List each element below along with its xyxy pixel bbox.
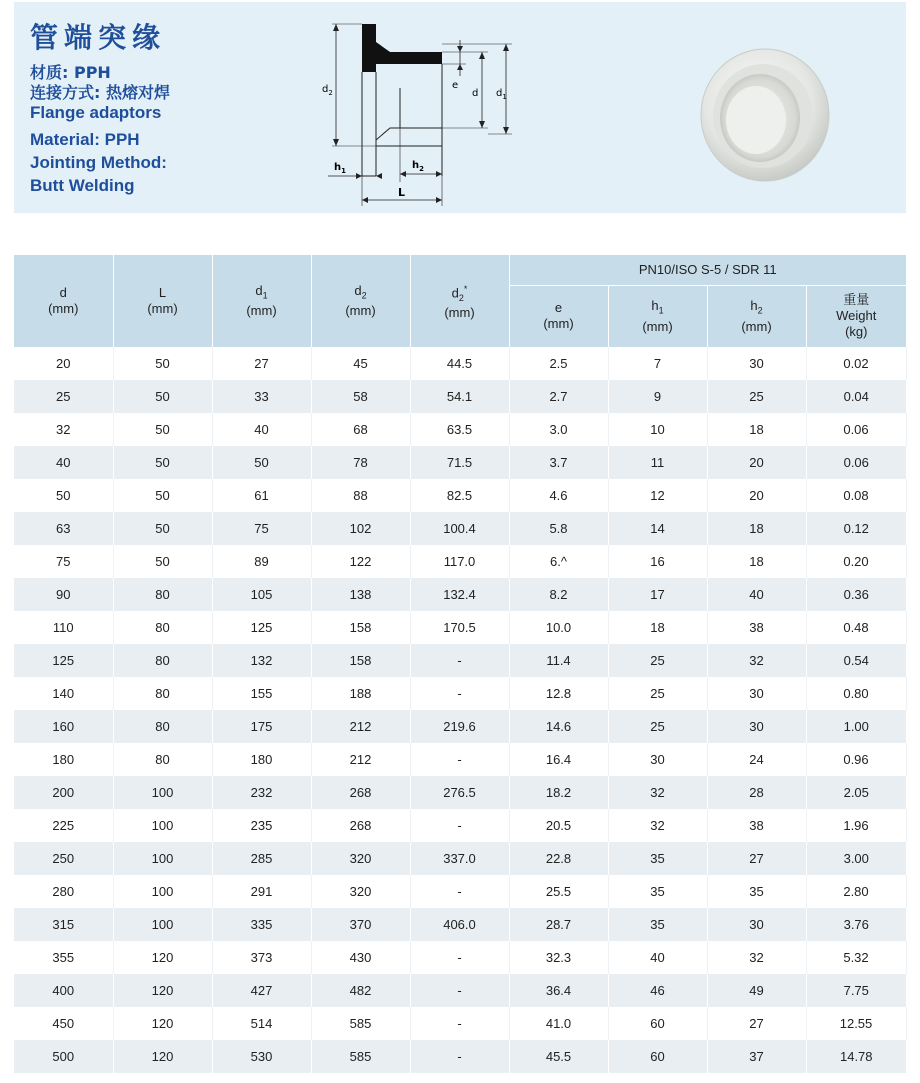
cell-h2: 32 [707, 644, 806, 677]
cell-e: 11.4 [509, 644, 608, 677]
col-header-d2-star: $d_2^*$ (mm) [410, 255, 509, 347]
cell-h2: 20 [707, 446, 806, 479]
table-row [14, 776, 906, 809]
product-header [14, 2, 906, 213]
cell-d: 125 [14, 644, 113, 677]
table-row [14, 941, 906, 974]
table-row [14, 974, 906, 1007]
table-row [14, 446, 906, 479]
cell-d2: 370 [311, 908, 410, 941]
cell-h2: 35 [707, 875, 806, 908]
table-body [14, 347, 906, 1073]
cell-d: 63 [14, 512, 113, 545]
cell-d1: 105 [212, 578, 311, 611]
col-header-d1: $d_1$ (mm) [212, 255, 311, 347]
col-header-d: d (mm) [14, 255, 113, 347]
label-h2: $h_2$ [412, 160, 424, 173]
cell-d: 250 [14, 842, 113, 875]
cell-h2: 27 [707, 842, 806, 875]
cell-h1: 35 [608, 908, 707, 941]
cell-d1: 132 [212, 644, 311, 677]
cell-d: 450 [14, 1007, 113, 1040]
table-row [14, 1007, 906, 1040]
cell-L: 80 [113, 611, 212, 644]
cell-d2-star: 63.5 [410, 413, 509, 446]
dimension-table [14, 255, 907, 1073]
cell-d2-star: 170.5 [410, 611, 509, 644]
cell-d2: 585 [311, 1007, 410, 1040]
cell-e: 41.0 [509, 1007, 608, 1040]
col-header-d2: $d_2$ (mm) [311, 255, 410, 347]
cell-d2: 430 [311, 941, 410, 974]
group-header-pn10: PN10/ISO S-5 / SDR 11 [509, 255, 906, 285]
cell-d1: 335 [212, 908, 311, 941]
cell-e: 45.5 [509, 1040, 608, 1073]
cell-L: 100 [113, 908, 212, 941]
cell-d: 500 [14, 1040, 113, 1073]
col-header-h1: $h_1$ (mm) [608, 285, 707, 347]
cell-L: 50 [113, 413, 212, 446]
cell-h2: 32 [707, 941, 806, 974]
cell-d2: 212 [311, 710, 410, 743]
cell-d1: 125 [212, 611, 311, 644]
cell-L: 50 [113, 446, 212, 479]
cell-d: 315 [14, 908, 113, 941]
cell-e: 5.8 [509, 512, 608, 545]
cell-e: 4.6 [509, 479, 608, 512]
cell-h1: 32 [608, 809, 707, 842]
cell-weight: 5.32 [806, 941, 906, 974]
table-row [14, 875, 906, 908]
cell-d: 25 [14, 380, 113, 413]
cell-h2: 18 [707, 512, 806, 545]
cell-d: 160 [14, 710, 113, 743]
cell-h2: 30 [707, 677, 806, 710]
cell-d2-star: 276.5 [410, 776, 509, 809]
jointing-method-cn: 连接方式: 热熔对焊 [30, 83, 170, 102]
col-header-weight: 重量 Weight (kg) [806, 285, 906, 347]
cell-weight: 0.08 [806, 479, 906, 512]
cell-d1: 285 [212, 842, 311, 875]
cell-weight: 3.76 [806, 908, 906, 941]
cell-weight: 0.04 [806, 380, 906, 413]
cell-e: 16.4 [509, 743, 608, 776]
table-row [14, 380, 906, 413]
cell-h1: 16 [608, 545, 707, 578]
title-en: Flange adaptors [30, 103, 162, 122]
cell-d1: 89 [212, 545, 311, 578]
cell-d2: 45 [311, 347, 410, 380]
cell-h2: 38 [707, 611, 806, 644]
cell-e: 2.5 [509, 347, 608, 380]
cell-d: 280 [14, 875, 113, 908]
cell-d: 32 [14, 413, 113, 446]
cell-h1: 12 [608, 479, 707, 512]
cell-d2: 268 [311, 809, 410, 842]
cell-d2-star: 219.6 [410, 710, 509, 743]
label-e: e [452, 80, 459, 91]
label-L: L [398, 186, 406, 199]
cell-d2-star: - [410, 974, 509, 1007]
cell-h2: 30 [707, 347, 806, 380]
cell-d2-star: 54.1 [410, 380, 509, 413]
cell-h1: 9 [608, 380, 707, 413]
cell-weight: 2.05 [806, 776, 906, 809]
cell-L: 120 [113, 974, 212, 1007]
cell-e: 18.2 [509, 776, 608, 809]
cell-d1: 27 [212, 347, 311, 380]
table-row [14, 1040, 906, 1073]
cell-h2: 49 [707, 974, 806, 1007]
cell-d: 110 [14, 611, 113, 644]
cell-d1: 427 [212, 974, 311, 1007]
col-header-e: e (mm) [509, 285, 608, 347]
cell-d1: 180 [212, 743, 311, 776]
cell-d2: 482 [311, 974, 410, 1007]
cell-L: 80 [113, 710, 212, 743]
cell-weight: 0.80 [806, 677, 906, 710]
cell-d2-star: 71.5 [410, 446, 509, 479]
cell-d2: 158 [311, 644, 410, 677]
col-header-L: L (mm) [113, 255, 212, 347]
cell-h2: 30 [707, 710, 806, 743]
cell-h1: 11 [608, 446, 707, 479]
table-row [14, 479, 906, 512]
cell-d2: 212 [311, 743, 410, 776]
material-cn: 材质: PPH [30, 63, 111, 82]
cell-h2: 40 [707, 578, 806, 611]
material-en: Material: PPH [30, 130, 140, 149]
cell-h1: 35 [608, 875, 707, 908]
cell-h1: 60 [608, 1040, 707, 1073]
cell-d: 400 [14, 974, 113, 1007]
cell-d1: 50 [212, 446, 311, 479]
cell-d2-star: 406.0 [410, 908, 509, 941]
cell-weight: 0.48 [806, 611, 906, 644]
cell-weight: 0.06 [806, 446, 906, 479]
cell-weight: 7.75 [806, 974, 906, 1007]
cell-h2: 24 [707, 743, 806, 776]
cell-h1: 32 [608, 776, 707, 809]
table-row [14, 710, 906, 743]
cell-d2: 585 [311, 1040, 410, 1073]
cell-e: 32.3 [509, 941, 608, 974]
cell-e: 22.8 [509, 842, 608, 875]
cell-weight: 0.20 [806, 545, 906, 578]
cell-d: 50 [14, 479, 113, 512]
cell-d2-star: 337.0 [410, 842, 509, 875]
cell-h2: 37 [707, 1040, 806, 1073]
cell-L: 80 [113, 677, 212, 710]
cell-h1: 25 [608, 644, 707, 677]
cell-d1: 373 [212, 941, 311, 974]
cell-h1: 10 [608, 413, 707, 446]
table-row [14, 347, 906, 380]
cell-weight: 2.80 [806, 875, 906, 908]
cell-e: 12.8 [509, 677, 608, 710]
cell-d: 75 [14, 545, 113, 578]
table-row [14, 908, 906, 941]
cell-h1: 14 [608, 512, 707, 545]
cell-d: 355 [14, 941, 113, 974]
cell-d2-star: - [410, 743, 509, 776]
cell-L: 100 [113, 875, 212, 908]
flange-adaptor-drawing [310, 16, 525, 208]
cell-L: 50 [113, 347, 212, 380]
cell-d2: 88 [311, 479, 410, 512]
cell-L: 80 [113, 644, 212, 677]
cell-h1: 17 [608, 578, 707, 611]
cell-d2-star: 82.5 [410, 479, 509, 512]
cell-L: 100 [113, 809, 212, 842]
table-row [14, 842, 906, 875]
cell-h2: 27 [707, 1007, 806, 1040]
cell-d2-star: - [410, 941, 509, 974]
cell-L: 50 [113, 512, 212, 545]
table-row [14, 413, 906, 446]
cell-h2: 28 [707, 776, 806, 809]
table-row [14, 611, 906, 644]
cell-e: 8.2 [509, 578, 608, 611]
cell-d2-star: 100.4 [410, 512, 509, 545]
cell-L: 50 [113, 479, 212, 512]
cell-L: 120 [113, 1007, 212, 1040]
cell-h1: 7 [608, 347, 707, 380]
cell-h1: 40 [608, 941, 707, 974]
cell-weight: 0.06 [806, 413, 906, 446]
cell-d2: 78 [311, 446, 410, 479]
cell-d: 225 [14, 809, 113, 842]
cell-d2: 158 [311, 611, 410, 644]
cell-d1: 75 [212, 512, 311, 545]
table-row [14, 512, 906, 545]
cell-L: 120 [113, 941, 212, 974]
cell-weight: 0.36 [806, 578, 906, 611]
cell-d2-star: - [410, 1007, 509, 1040]
cell-e: 20.5 [509, 809, 608, 842]
cell-d: 200 [14, 776, 113, 809]
table-row [14, 809, 906, 842]
cell-d: 20 [14, 347, 113, 380]
cell-d2-star: 117.0 [410, 545, 509, 578]
cell-d2-star: - [410, 677, 509, 710]
cell-d2: 320 [311, 842, 410, 875]
cell-h1: 25 [608, 710, 707, 743]
cell-d1: 155 [212, 677, 311, 710]
cell-h2: 30 [707, 908, 806, 941]
cell-weight: 0.02 [806, 347, 906, 380]
cell-d: 40 [14, 446, 113, 479]
table-row [14, 743, 906, 776]
cell-d2-star: - [410, 809, 509, 842]
cell-d1: 61 [212, 479, 311, 512]
cell-e: 6.^ [509, 545, 608, 578]
cell-d2: 320 [311, 875, 410, 908]
cell-h1: 18 [608, 611, 707, 644]
cell-L: 50 [113, 545, 212, 578]
label-d1: $d_1$ [496, 88, 507, 101]
cell-h1: 46 [608, 974, 707, 1007]
cell-weight: 0.12 [806, 512, 906, 545]
cell-e: 10.0 [509, 611, 608, 644]
title-cn: 管端突缘 [30, 21, 167, 54]
cell-d1: 291 [212, 875, 311, 908]
cell-d2: 68 [311, 413, 410, 446]
cell-e: 14.6 [509, 710, 608, 743]
cell-weight: 12.55 [806, 1007, 906, 1040]
cell-weight: 1.00 [806, 710, 906, 743]
cell-h1: 35 [608, 842, 707, 875]
cell-d2-star: - [410, 1040, 509, 1073]
cell-weight: 14.78 [806, 1040, 906, 1073]
label-d2: $d_2$ [322, 84, 333, 97]
cell-L: 100 [113, 776, 212, 809]
cell-weight: 3.00 [806, 842, 906, 875]
cell-L: 120 [113, 1040, 212, 1073]
cell-d1: 33 [212, 380, 311, 413]
cell-d1: 175 [212, 710, 311, 743]
cell-d: 180 [14, 743, 113, 776]
cell-e: 3.7 [509, 446, 608, 479]
cell-d2-star: - [410, 644, 509, 677]
cell-e: 28.7 [509, 908, 608, 941]
cell-e: 3.0 [509, 413, 608, 446]
cell-weight: 1.96 [806, 809, 906, 842]
cell-L: 100 [113, 842, 212, 875]
cell-L: 50 [113, 380, 212, 413]
cell-d1: 514 [212, 1007, 311, 1040]
cell-d2-star: - [410, 875, 509, 908]
table-row [14, 677, 906, 710]
cell-d2: 268 [311, 776, 410, 809]
cell-h1: 25 [608, 677, 707, 710]
cell-e: 25.5 [509, 875, 608, 908]
jointing-method-en: Jointing Method: [30, 153, 167, 172]
cell-L: 80 [113, 578, 212, 611]
cell-h2: 18 [707, 413, 806, 446]
cell-d1: 530 [212, 1040, 311, 1073]
cell-d2: 122 [311, 545, 410, 578]
cell-e: 2.7 [509, 380, 608, 413]
cell-d2: 58 [311, 380, 410, 413]
cell-d2: 138 [311, 578, 410, 611]
cell-h2: 38 [707, 809, 806, 842]
label-h1: $h_1$ [334, 162, 346, 175]
cell-weight: 0.96 [806, 743, 906, 776]
col-header-h2: $h_2$ (mm) [707, 285, 806, 347]
cell-e: 36.4 [509, 974, 608, 1007]
butt-welding-en: Butt Welding [30, 176, 135, 195]
cell-d2-star: 44.5 [410, 347, 509, 380]
cell-d2: 188 [311, 677, 410, 710]
cell-d2-star: 132.4 [410, 578, 509, 611]
table-row [14, 578, 906, 611]
cell-L: 80 [113, 743, 212, 776]
cell-h1: 60 [608, 1007, 707, 1040]
table-row [14, 545, 906, 578]
table-row [14, 644, 906, 677]
cell-d: 140 [14, 677, 113, 710]
cell-h2: 25 [707, 380, 806, 413]
cell-h2: 20 [707, 479, 806, 512]
cell-weight: 0.54 [806, 644, 906, 677]
cell-h2: 18 [707, 545, 806, 578]
flange-adaptor-photo [690, 40, 840, 190]
label-d: d [472, 88, 479, 99]
cell-d1: 235 [212, 809, 311, 842]
cell-d: 90 [14, 578, 113, 611]
cell-d1: 232 [212, 776, 311, 809]
cell-d2: 102 [311, 512, 410, 545]
cell-d1: 40 [212, 413, 311, 446]
cell-h1: 30 [608, 743, 707, 776]
